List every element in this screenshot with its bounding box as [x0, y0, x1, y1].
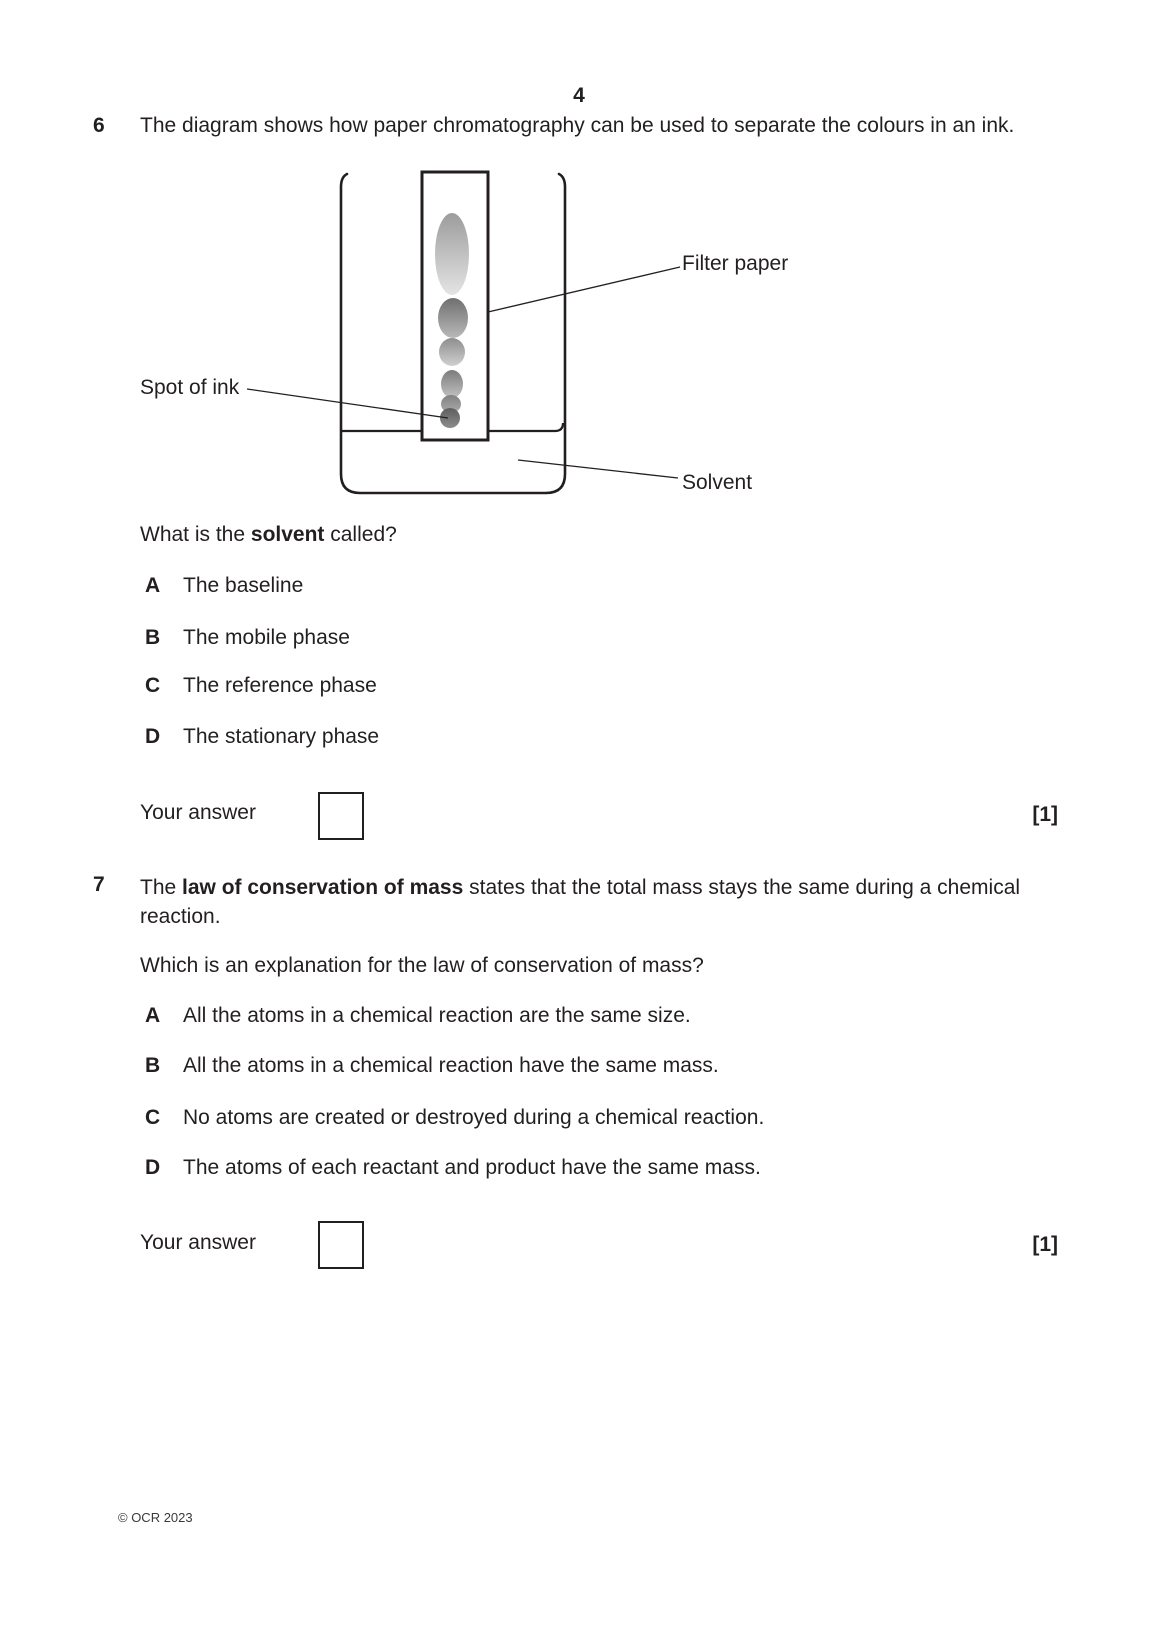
solvent-label: Solvent	[682, 471, 753, 494]
q6-stem: The diagram shows how paper chromatography can be used to separate the colours in an ink.	[140, 114, 1015, 137]
q6-option-a-text: The baseline	[183, 574, 304, 597]
q7-your-answer-label: Your answer	[140, 1231, 256, 1254]
q7-number: 7	[93, 873, 105, 896]
q6-option-c-text: The reference phase	[183, 674, 377, 697]
q7-prompt: Which is an explanation for the law of conservation of mass?	[140, 954, 704, 977]
q6-answer-box[interactable]	[318, 792, 364, 840]
q7-option-d-letter: D	[145, 1156, 161, 1179]
q7-option-a-text: All the atoms in a chemical reaction are the same size.	[183, 1004, 691, 1027]
q7-stem-post: states that the total mass stays the same during a chemical	[463, 876, 1021, 899]
q6-prompt-pre: What is the	[140, 523, 251, 546]
ink-spot	[440, 408, 460, 428]
solvent-pointer-line	[518, 460, 678, 478]
q7-option-b-letter: B	[145, 1054, 161, 1077]
q6-option-b-text: The mobile phase	[183, 626, 350, 649]
q6-option-b-letter: B	[145, 626, 161, 649]
q7-marks: [1]	[1032, 1233, 1058, 1256]
copyright-footer: © OCR 2023	[118, 1510, 193, 1525]
q6-prompt-bold: solvent	[250, 523, 325, 546]
q6-marks: [1]	[1032, 803, 1058, 826]
chromatography-diagram	[120, 160, 810, 505]
page-number: 4	[573, 84, 585, 107]
q6-your-answer-label: Your answer	[140, 801, 256, 824]
ink-band-2	[438, 298, 468, 338]
q7-stem	[140, 873, 1020, 931]
q7-stem-line2: reaction.	[140, 905, 221, 928]
spot-of-ink-pointer-line	[247, 389, 448, 418]
q6-option-a-letter: A	[145, 574, 161, 597]
q7-stem-bold: law of conservation of mass	[182, 876, 464, 899]
q7-option-d-text: The atoms of each reactant and product have the same mass.	[183, 1156, 761, 1179]
q6-prompt	[140, 523, 397, 547]
filter-paper-pointer-line	[488, 267, 680, 312]
q6-option-d-letter: D	[145, 725, 161, 748]
q7-option-b-text: All the atoms in a chemical reaction have the same mass.	[183, 1054, 719, 1077]
solvent-surface-right	[488, 423, 563, 431]
q7-option-c-letter: C	[145, 1106, 161, 1129]
q7-stem-pre: The	[140, 876, 183, 899]
q6-prompt-post: called?	[324, 523, 397, 546]
spot-of-ink-label: Spot of ink	[140, 376, 240, 399]
q7-option-a-letter: A	[145, 1004, 161, 1027]
filter-paper-label: Filter paper	[682, 252, 789, 275]
q7-answer-box[interactable]	[318, 1221, 364, 1269]
q6-option-c-letter: C	[145, 674, 161, 697]
ink-band-1	[435, 213, 469, 295]
q6-option-d-text: The stationary phase	[183, 725, 380, 748]
ink-band-3	[439, 338, 465, 366]
ink-band-4	[441, 370, 463, 398]
q6-number: 6	[93, 114, 105, 137]
q7-option-c-text: No atoms are created or destroyed during a chemical reaction.	[183, 1106, 765, 1129]
